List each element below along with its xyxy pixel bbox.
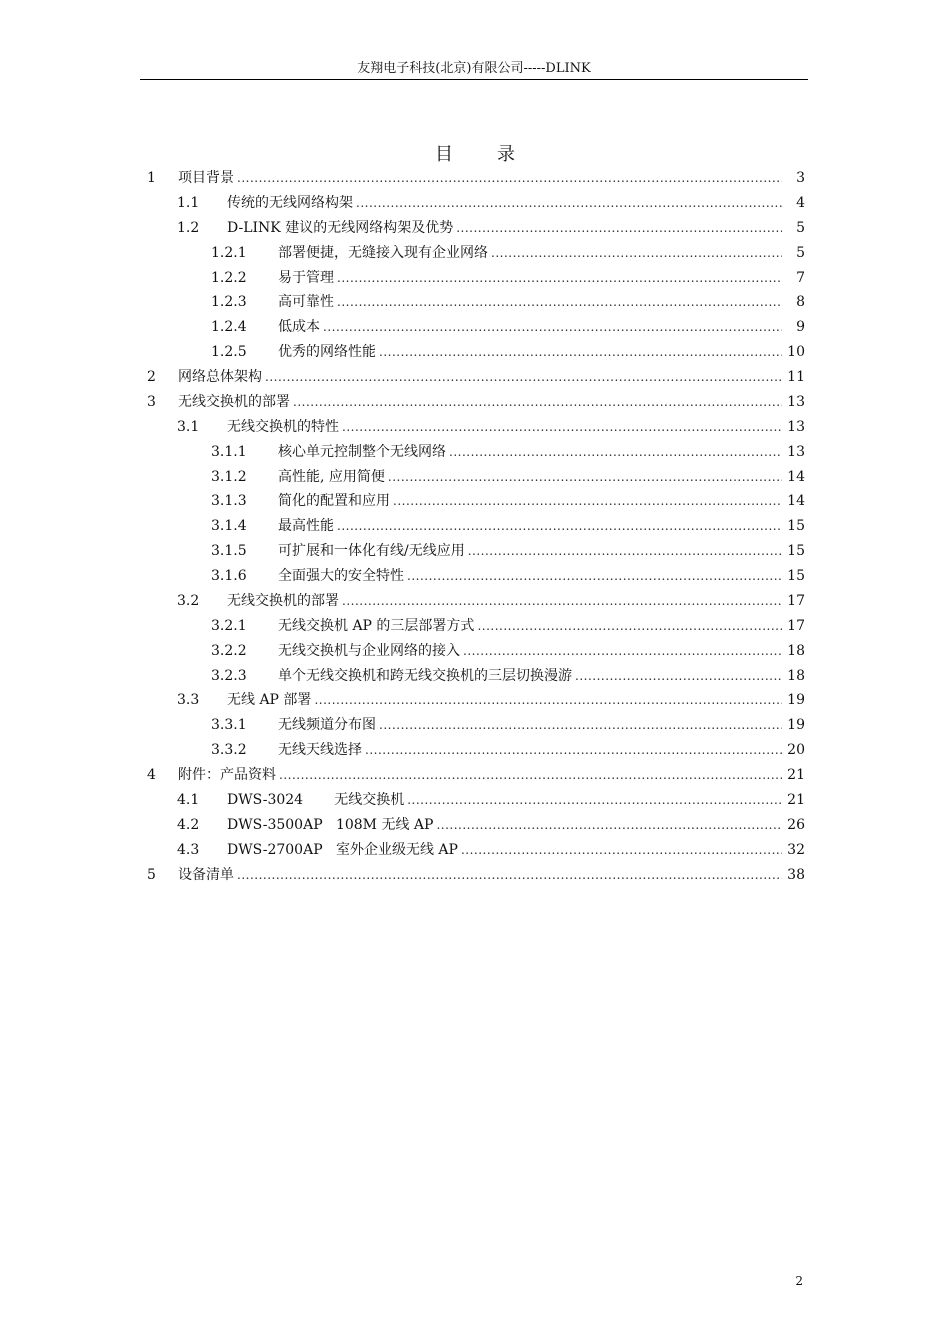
toc-dot-leader: [323, 319, 782, 335]
toc-dot-leader: [491, 245, 782, 261]
toc-entry-number: 4.3: [177, 841, 200, 858]
toc-dot-leader: [449, 444, 782, 460]
toc-entry-label: 全面强大的安全特性: [278, 568, 404, 584]
toc-title: 目录: [435, 144, 559, 165]
toc-entry-number: 3.3.2: [211, 742, 247, 759]
toc-dot-leader: [237, 170, 782, 186]
toc-entry-label: 无线天线选择: [278, 742, 362, 759]
toc-entry[interactable]: [147, 814, 805, 839]
toc-entry-page: 26: [787, 816, 805, 833]
toc-entry-label: 低成本: [278, 319, 320, 336]
toc-entry-page: 10: [787, 344, 805, 361]
toc-entry[interactable]: [147, 739, 805, 764]
toc-entry-number: 3.1: [177, 418, 200, 435]
toc-entry-label: 传统的无线网络构架: [227, 194, 353, 211]
toc-entry-number: 3.2.3: [211, 667, 247, 684]
toc-entry[interactable]: [147, 540, 805, 565]
toc-entry-number: 1.2.2: [211, 269, 247, 286]
toc-entry-label: 无线交换机与企业网络的接入: [278, 642, 460, 659]
toc-dot-leader: [279, 767, 782, 783]
toc-entry-number: 1.2.4: [211, 319, 247, 336]
toc-entry-number: 4: [147, 767, 156, 783]
toc-entry[interactable]: [147, 839, 805, 864]
toc-entry-label: 简化的配置和应用: [278, 493, 390, 510]
toc-dot-leader: [393, 493, 782, 509]
toc-entry[interactable]: [147, 640, 805, 665]
toc-entry-page: 18: [787, 642, 805, 659]
toc-dot-leader: [461, 842, 782, 858]
toc-entry-label: 无线频道分布图: [278, 717, 376, 734]
toc-entry[interactable]: [147, 291, 805, 316]
toc-dot-leader: [388, 469, 782, 485]
toc-entry-number: 3: [147, 393, 156, 410]
toc-entry[interactable]: [147, 242, 805, 267]
toc-dot-leader: [407, 792, 782, 808]
toc-dot-leader: [314, 692, 782, 708]
toc-entry-page: 15: [787, 518, 805, 535]
toc-dot-leader: [365, 742, 782, 758]
toc-entry-label: 无线交换机的部署: [227, 592, 339, 609]
toc-entry-number: 4.2: [177, 816, 200, 833]
page-header: 友翔电子科技(北京)有限公司-----DLINK: [140, 60, 808, 80]
toc-entry-number: 1.2: [177, 219, 200, 236]
toc-entry-page: 13: [787, 418, 805, 435]
toc-entry-label: 无线交换机的部署: [178, 393, 290, 410]
toc-entry-page: 15: [787, 543, 805, 560]
toc-dot-leader: [477, 618, 782, 634]
toc-entry-page: 14: [787, 493, 805, 510]
toc-entry-number: 3.1.3: [211, 493, 247, 510]
toc-entry-label: 可扩展和一体化有线/无线应用: [278, 543, 465, 560]
toc-entry-label: 优秀的网络性能: [278, 344, 376, 361]
toc-entry[interactable]: [147, 217, 805, 242]
toc-dot-leader: [436, 817, 782, 833]
toc-dot-leader: [237, 867, 782, 883]
toc-entry-page: 15: [787, 568, 805, 584]
toc-entry-label: 无线交换机 AP 的三层部署方式: [278, 617, 475, 634]
toc-entry-label: 高性能, 应用简便: [278, 468, 385, 485]
toc-entry-page: 11: [787, 369, 805, 385]
toc-dot-leader: [342, 593, 782, 609]
toc-entry-label: 附件：产品资料: [178, 767, 276, 783]
toc-entry-page: 9: [796, 319, 805, 336]
toc-entry-label: D-LINK 建议的无线网络构架及优势: [227, 219, 454, 236]
toc-entry-page: 5: [796, 219, 805, 236]
toc-entry-page: 32: [787, 841, 805, 858]
toc-entry-page: 14: [787, 468, 805, 485]
toc-entry-number: 1: [147, 170, 156, 186]
toc-entry-page: 7: [796, 269, 805, 286]
toc-entry-page: 17: [787, 617, 805, 634]
toc-entry-page: 3: [796, 170, 805, 186]
toc-entry-number: 3.1.2: [211, 468, 247, 485]
toc-entry[interactable]: [147, 689, 805, 714]
toc-dot-leader: [356, 195, 782, 211]
toc-entry[interactable]: [147, 466, 805, 491]
toc-entry-page: 5: [796, 244, 805, 261]
toc-entry-label: DWS-3500AP 108M 无线 AP: [227, 816, 434, 833]
toc-entry[interactable]: [147, 665, 805, 690]
toc-entry-number: 3.1.1: [211, 443, 247, 460]
toc-entry-label: 部署便捷，无缝接入现有企业网络: [278, 244, 488, 261]
toc-entry[interactable]: [147, 267, 805, 292]
toc-entry-number: 3.1.5: [211, 543, 247, 560]
toc-entry[interactable]: [147, 391, 805, 416]
toc-entry-page: 38: [787, 866, 805, 883]
toc-entry-number: 3.1.4: [211, 518, 247, 535]
toc-entry-page: 21: [787, 791, 805, 808]
toc-dot-leader: [265, 369, 782, 385]
toc-entry-number: 3.1.6: [211, 568, 247, 584]
toc-entry[interactable]: [147, 441, 805, 466]
toc-entry[interactable]: [147, 565, 805, 590]
toc-dot-leader: [337, 294, 782, 310]
toc-entry-label: 最高性能: [278, 518, 334, 535]
toc-entry-label: 项目背景: [178, 170, 234, 186]
toc-entry[interactable]: [147, 192, 805, 217]
toc-entry-page: 8: [796, 294, 805, 311]
toc-entry[interactable]: [147, 416, 805, 441]
toc-entry[interactable]: [147, 366, 805, 391]
toc-entry[interactable]: [147, 789, 805, 814]
toc-entry[interactable]: [147, 515, 805, 540]
toc-entry-number: 1.2.5: [211, 344, 247, 361]
toc-entry-page: 19: [787, 717, 805, 734]
toc-entry-number: 1.2.1: [211, 244, 247, 261]
toc-entry-page: 13: [787, 393, 805, 410]
toc-entry-label: 无线 AP 部署: [227, 692, 312, 709]
toc-entry-number: 1.1: [177, 194, 200, 211]
toc-entry-label: 核心单元控制整个无线网络: [278, 443, 446, 460]
toc-dot-leader: [379, 717, 782, 733]
toc-entry-page: 19: [787, 692, 805, 709]
toc-dot-leader: [456, 220, 782, 236]
toc-dot-leader: [342, 419, 782, 435]
toc-entry-label: 无线交换机的特性: [227, 418, 339, 435]
toc-entry-number: 1.2.3: [211, 294, 247, 311]
toc-entry[interactable]: [147, 714, 805, 739]
toc-entry[interactable]: [147, 316, 805, 341]
table-of-contents: [147, 167, 805, 888]
toc-entry-page: 20: [787, 742, 805, 759]
toc-entry-number: 2: [147, 369, 156, 385]
toc-entry-number: 4.1: [177, 791, 200, 808]
toc-entry-number: 3.2.1: [211, 617, 247, 634]
toc-entry[interactable]: [147, 341, 805, 366]
toc-entry-number: 3.3.1: [211, 717, 247, 734]
toc-entry[interactable]: [147, 764, 805, 789]
page-number: 2: [795, 1274, 803, 1288]
toc-entry-page: 18: [787, 667, 805, 684]
toc-entry[interactable]: [147, 615, 805, 640]
toc-entry-page: 21: [787, 767, 805, 783]
toc-entry-label: 设备清单: [178, 866, 234, 883]
toc-entry-label: 网络总体架构: [178, 369, 262, 385]
toc-dot-leader: [463, 643, 782, 659]
toc-dot-leader: [407, 568, 782, 584]
toc-dot-leader: [468, 543, 782, 559]
toc-dot-leader: [337, 518, 782, 534]
toc-entry-number: 3.2.2: [211, 642, 247, 659]
toc-entry[interactable]: [147, 167, 805, 192]
toc-entry-label: 高可靠性: [278, 294, 334, 311]
toc-entry-page: 13: [787, 443, 805, 460]
toc-dot-leader: [575, 668, 782, 684]
toc-entry-page: 4: [796, 194, 805, 211]
toc-entry-number: 3.2: [177, 592, 200, 609]
toc-entry-number: 5: [147, 866, 156, 883]
toc-entry-label: DWS-2700AP 室外企业级无线 AP: [227, 841, 458, 858]
toc-entry-label: 易于管理: [278, 269, 334, 286]
toc-dot-leader: [337, 270, 782, 286]
toc-dot-leader: [293, 394, 782, 410]
toc-entry[interactable]: [147, 864, 805, 889]
toc-entry-number: 3.3: [177, 692, 200, 709]
toc-entry-page: 17: [787, 592, 805, 609]
toc-dot-leader: [379, 344, 782, 360]
toc-entry-label: 单个无线交换机和跨无线交换机的三层切换漫游: [278, 667, 572, 684]
toc-entry[interactable]: [147, 590, 805, 615]
toc-entry-label: DWS-3024 无线交换机: [227, 791, 405, 808]
toc-entry[interactable]: [147, 490, 805, 515]
